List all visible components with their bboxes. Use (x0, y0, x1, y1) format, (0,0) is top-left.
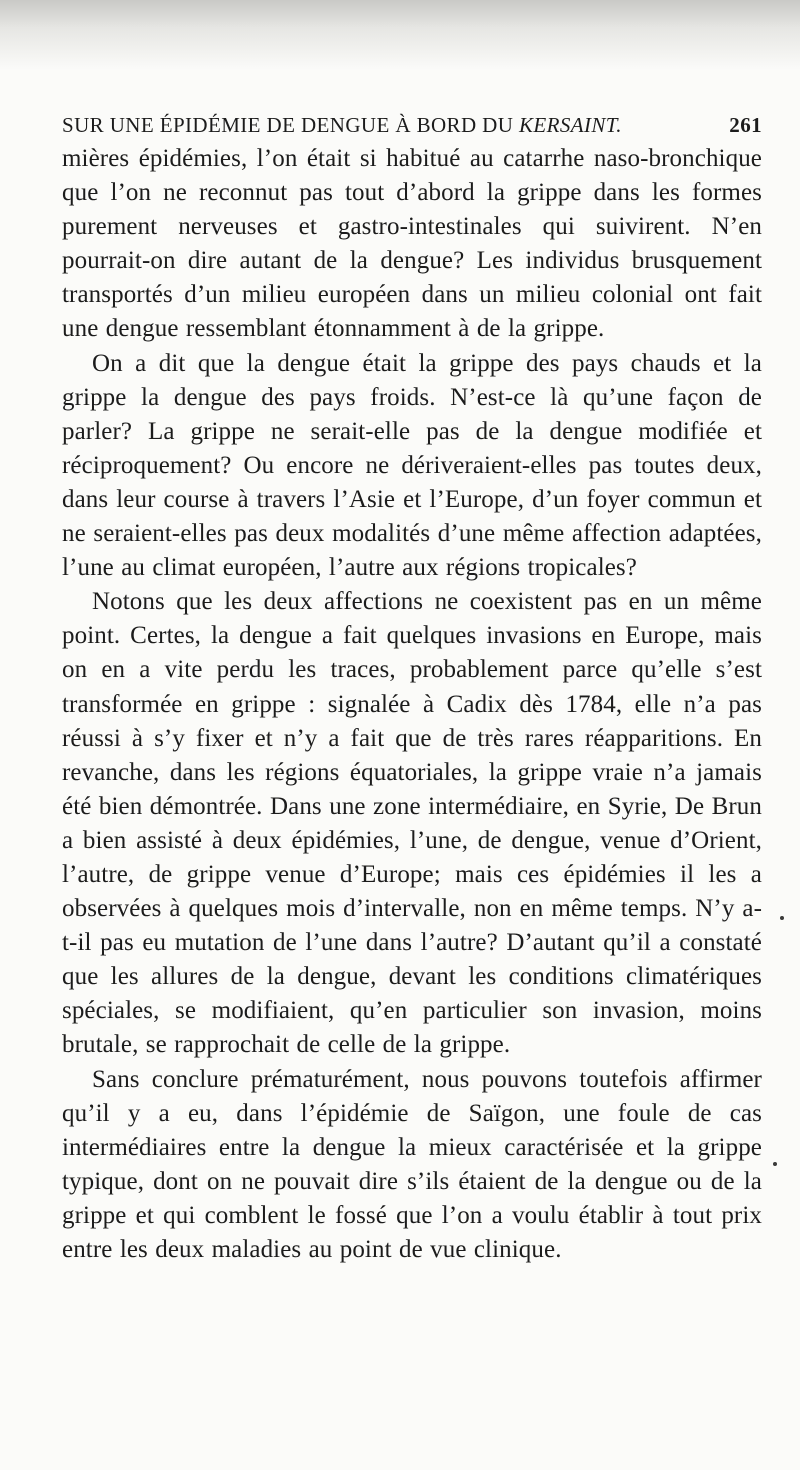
running-title-text: SUR UNE ÉPIDÉMIE DE DENGUE À BORD DU (62, 113, 519, 137)
running-head (62, 112, 762, 138)
running-title (62, 112, 622, 138)
body-text (62, 142, 762, 1267)
paragraph-1: mières épidémies, l’on était si habitué au catarrhe naso-bronchique que l’on ne reconnut pas tout d’abord la grippe dans les formes purement nerveuses et gastro-intestinales qui suivirent. N’en pourrait-on dire autant de la dengue? Les individus brusquement transportés d’un milieu européen dans un milieu colonial ont fait une dengue ressemblant étonnamment à de la grippe. (62, 145, 762, 343)
running-title-ship-name: KERSAINT. (518, 113, 622, 137)
scan-speck (773, 1162, 777, 1166)
paragraph-3: Notons que les deux affections ne coexistent pas en un même point. Certes, la dengue a fait quelques invasions en Europe, mais on en a vite perdu les traces, probablement parce qu’elle s’est transformée en grippe : signalée à Cadix dès 1784, elle n’a pas réussi à s’y fixer et n’y a fait que de très rares réapparitions. En revanche, dans les régions équatoriales, la grippe vraie n’a jamais été bien démontrée. Dans une zone intermédiaire, en Syrie, De Brun a bien assisté à deux épidémies, l’une, de dengue, venue d’Orient, l’autre, de grippe venue d’Europe; mais ces épidémies il les a observées à quelques mois d’intervalle, non en même temps. N’y a-t-il pas eu mutation de l’une dans l’autre? D’autant qu’il a constaté que les allures de la dengue, devant les conditions climatériques spéciales, se modifiaient, qu’en particulier son invasion, moins brutale, se rapprochait de celle de la grippe. (62, 588, 762, 1059)
paragraph-4: Sans conclure prématurément, nous pouvons toutefois affirmer qu’il y a eu, dans l’épidémie de Saïgon, une foule de cas intermédiaires entre la dengue la mieux caractérisée et la grippe typique, dont on ne pouvait dire s’ils étaient de la dengue ou de la grippe et qui comblent le fossé que l’on a voulu établir à tout prix entre les deux maladies au point de vue clinique. (62, 1065, 762, 1263)
paragraph-2: On a dit que la dengue était la grippe des pays chauds et la grippe la dengue des pays froids. N’est-ce là qu’une façon de parler? La grippe ne serait-elle pas de la dengue modifiée et réciproquement? Ou encore ne dériveraient-elles pas toutes deux, dans leur course à travers l’Asie et l’Europe, d’un foyer commun et ne seraient-elles pas deux modalités d’une même affection adaptées, l’une au climat européen, l’autre aux régions tropicales? (62, 349, 762, 582)
page-number: 261 (729, 113, 762, 137)
scan-top-shadow (0, 0, 800, 70)
book-page (62, 112, 762, 1267)
scan-speck (780, 916, 784, 920)
